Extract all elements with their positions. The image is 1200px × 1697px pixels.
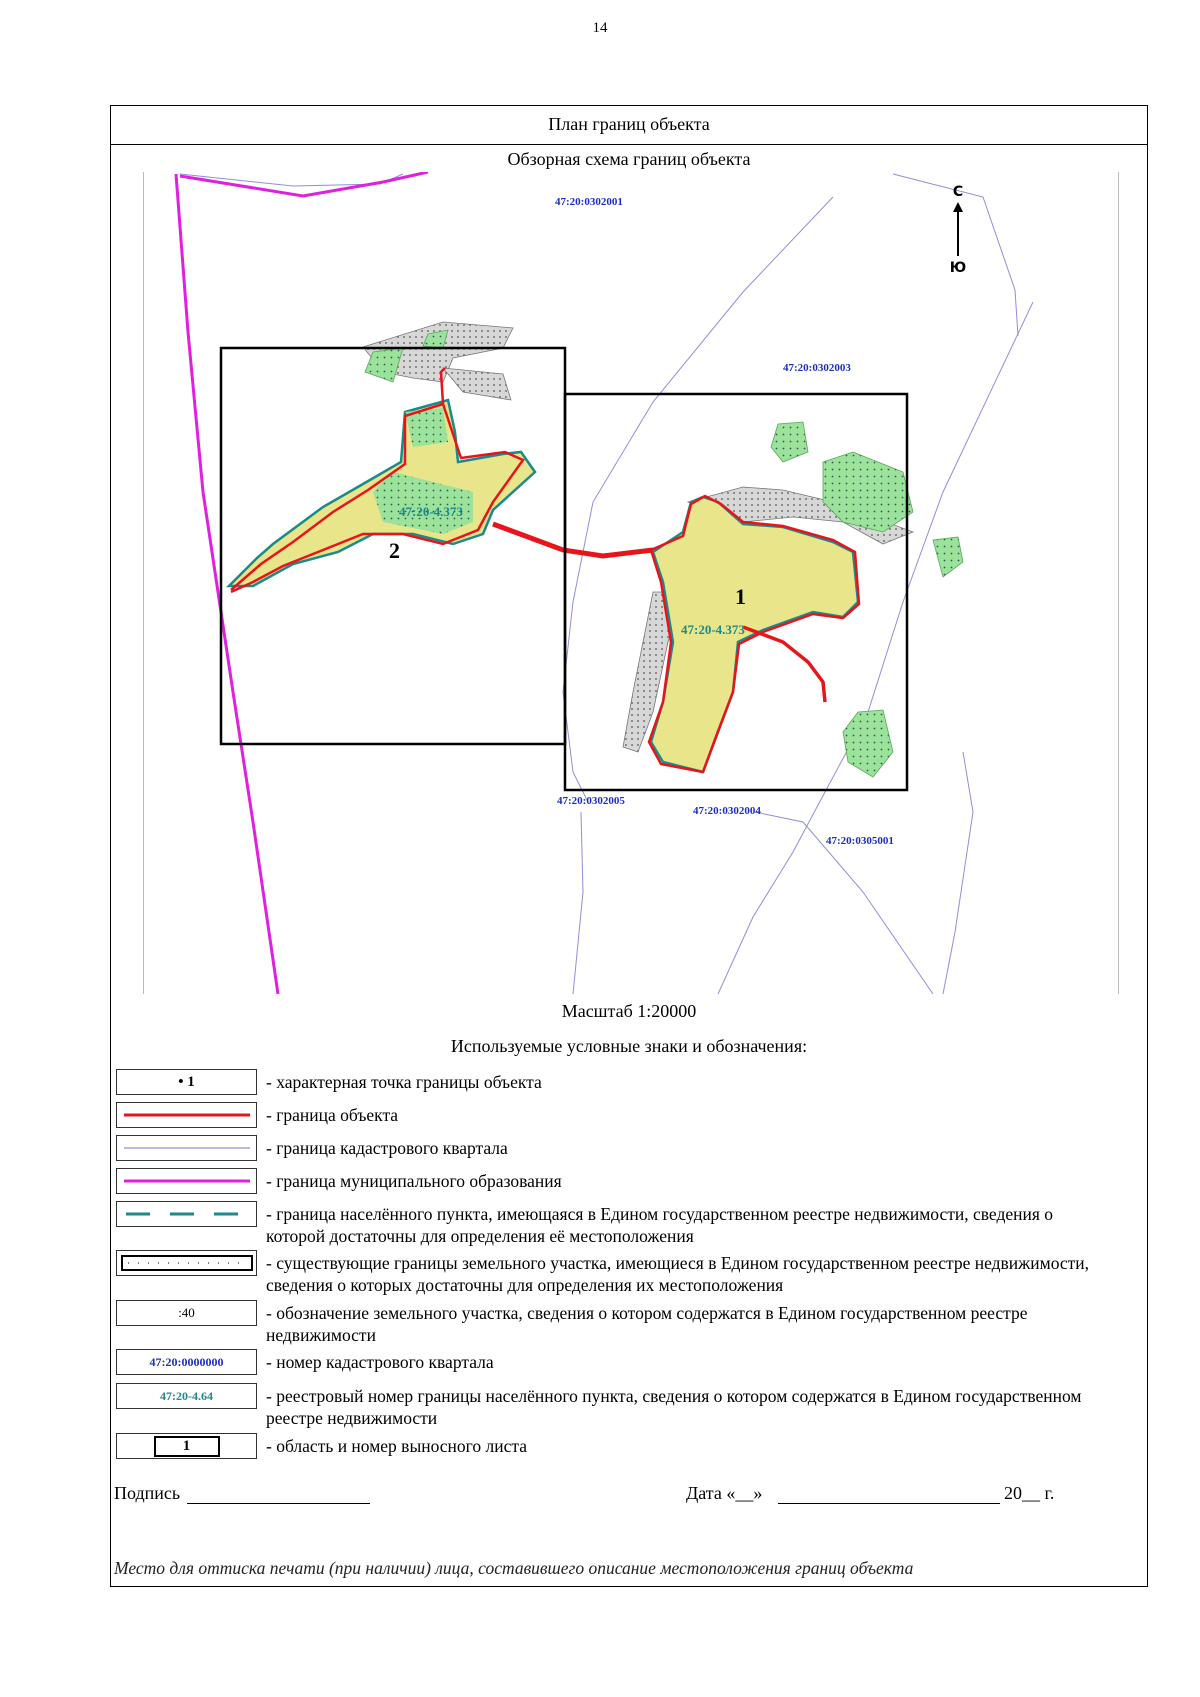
- settlement-label: 47:20-4.373: [681, 622, 745, 637]
- date-line: [778, 1503, 1000, 1504]
- sheet-label: 2: [389, 538, 400, 563]
- map-title: Обзорная схема границ объекта: [507, 149, 751, 169]
- cadastral-line: [943, 752, 973, 994]
- settlement-label: 47:20-4.373: [399, 504, 463, 519]
- signature-line: [187, 1503, 370, 1504]
- gray-parcels: [443, 368, 511, 400]
- legend-sample-municipal-border: [116, 1168, 257, 1194]
- quarter-label: 47:20:0302005: [557, 795, 625, 807]
- legend-sample-parcel-border: [116, 1250, 257, 1276]
- green-parcel: [933, 537, 963, 577]
- legend-sample-point-label: • 1: [178, 1073, 195, 1090]
- green-parcel: [771, 422, 808, 462]
- overview-map: [143, 172, 1119, 994]
- legend-text-point: - характерная точка границы объекта: [266, 1072, 542, 1092]
- quarter-label: 47:20:0302004: [693, 805, 761, 817]
- legend-text-municipal-border: - граница муниципального образования: [266, 1171, 562, 1191]
- legend-sample-sheet-area: [116, 1433, 257, 1459]
- legend-sample-parcel-label: [116, 1300, 257, 1326]
- legend-sample-object-border: [116, 1102, 257, 1128]
- legend-sample-settlement-number: [116, 1383, 257, 1409]
- cadastral-boundaries: [180, 174, 1033, 994]
- compass-icon: [950, 184, 966, 276]
- legend-sample-parcel-label-text: :40: [178, 1305, 195, 1320]
- quarter-label: 47:20:0302001: [555, 196, 623, 208]
- compass-south: Ю: [949, 260, 967, 276]
- signature-label: Подпись: [114, 1483, 181, 1503]
- legend-text-cadastral-border: - граница кадастрового квартала: [266, 1138, 508, 1158]
- quarter-label: 47:20:0305001: [826, 835, 894, 847]
- page-title: План границ объекта: [110, 105, 1148, 145]
- settlement-2: [229, 322, 535, 592]
- legend-text-parcel-label: - обозначение земельного участка, сведения о котором содержатся в Едином государственном реестре недвижимости: [266, 1303, 1028, 1345]
- compass-north: С: [952, 184, 964, 200]
- legend-sample-point: [116, 1069, 257, 1095]
- quarter-label: 47:20:0302003: [783, 362, 851, 374]
- cadastral-line: [718, 302, 1033, 994]
- legend-text-object-border: - граница объекта: [266, 1105, 399, 1125]
- legend-sample-settlement-border: [116, 1201, 257, 1227]
- map-scale: Масштаб 1:20000: [561, 1001, 697, 1021]
- settlement-1: [623, 422, 963, 777]
- page-number: 14: [592, 20, 608, 36]
- connecting-road: [493, 524, 653, 556]
- cadastral-line: [573, 812, 583, 994]
- date-label: Дата «__»: [686, 1483, 763, 1503]
- green-parcel: [843, 710, 893, 777]
- legend-text-sheet-area: - область и номер выносного листа: [266, 1436, 527, 1456]
- sheet-label: 1: [735, 584, 746, 609]
- legend-title: Используемые условные знаки и обозначения:: [450, 1036, 808, 1056]
- legend-sample-sheet-area-text: 1: [154, 1436, 220, 1457]
- legend-sample-quarter-number-text: 47:20:0000000: [149, 1354, 224, 1369]
- legend-text-settlement-border: - граница населённого пункта, имеющаяся в Едином государственном реестре недвижимости, сведения о которой достаточны для определения её местоположения: [266, 1204, 1054, 1246]
- legend-text-quarter-number: - номер кадастрового квартала: [266, 1352, 494, 1372]
- legend-sample-settlement-number-text: 47:20-4.64: [160, 1388, 213, 1403]
- date-year: 20__ г.: [1004, 1483, 1055, 1503]
- legend-sample-cadastral-border: [116, 1135, 257, 1161]
- stamp-note: Место для оттиска печати (при наличии) лица, составившего описание местоположения границ объекта: [114, 1558, 914, 1578]
- legend-text-settlement-number: - реестровый номер границы населённого пункта, сведения о котором содержатся в Едином государственном реестре недвижимости: [266, 1386, 1082, 1428]
- object-road-1: [743, 627, 825, 702]
- municipal-boundary: [176, 172, 428, 994]
- legend-sample-quarter-number: [116, 1349, 257, 1375]
- legend-text-parcel-border: - существующие границы земельного участка, имеющиеся в Едином государственном реестре недвижимости, сведения о которых достаточны для определения их местоположения: [266, 1253, 1090, 1295]
